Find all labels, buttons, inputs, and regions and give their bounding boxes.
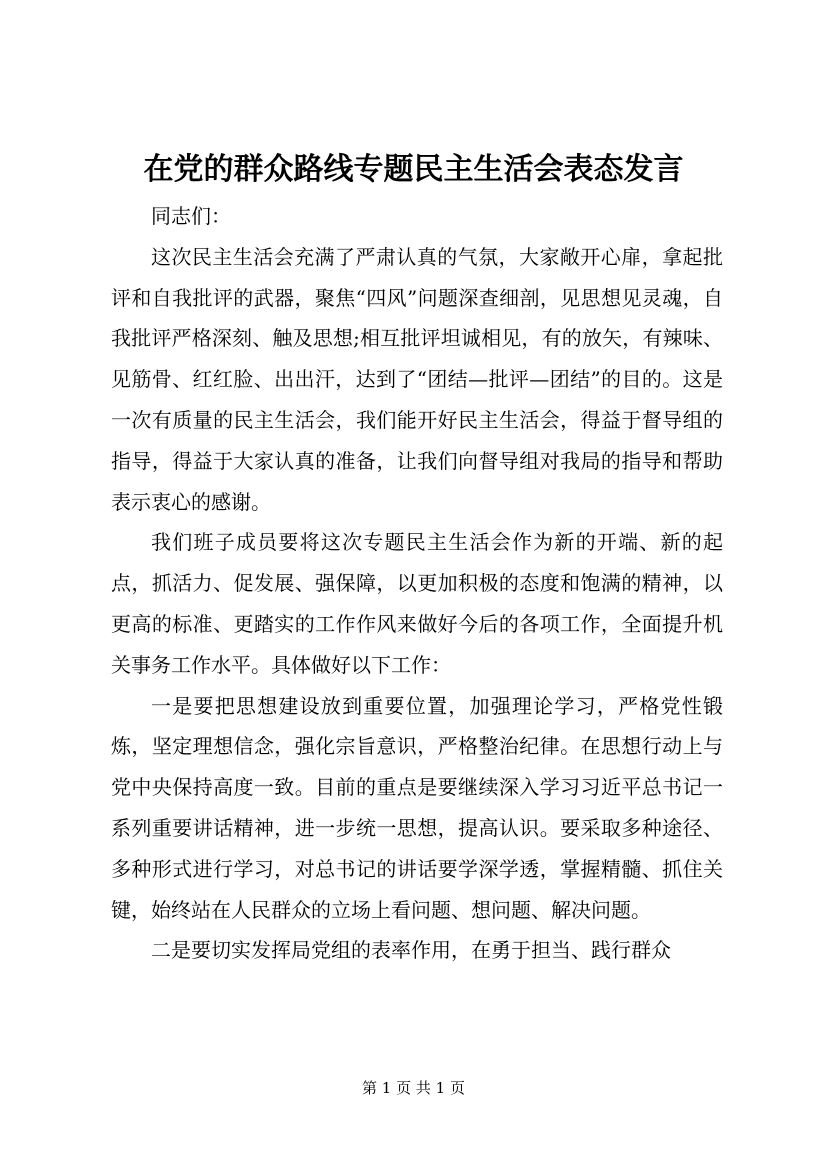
page-footer: 第 1 页 共 1 页: [362, 1079, 465, 1097]
salutation: 同志们：: [151, 204, 231, 228]
paragraph-2: 我们班子成员要将这次专题民主生活会作为新的开端、新的起点，抓活力、促发展、强保障，以更加积极的态度和饱满的精神，以更高的标准、更踏实的工作作风来做好今后的各项工作，全面提升机关事务工作水平。具体做好以下工作：: [111, 530, 723, 677]
document-body: [111, 196, 723, 971]
paragraph-3: 一是要把思想建设放到重要位置，加强理论学习，严格党性锻炼，坚定理想信念，强化宗旨意识，严格整治纪律。在思想行动上与党中央保持高度一致。目前的重点是要继续深入学习习近平总书记一系列重要讲话精神，进一步统一思想，提高认识。要采取多种途径、多种形式进行学习，对总书记的讲话要学深学透，掌握精髓、抓住关键，始终站在人民群众的立场上看问题、想问题、解决问题。: [111, 693, 723, 922]
paragraph-1: 这次民主生活会充满了严肃认真的气氛，大家敞开心扉，拿起批评和自我批评的武器，聚焦“四风”问题深查细剖，见思想见灵魂，自我批评严格深刻、触及思想;相互批评坦诚相见，有的放矢，有辣味、见筋骨、红红脸、出出汗，达到了“团结—批评—团结”的目的。这是一次有质量的民主生活会，我们能开好民主生活会，得益于督导组的指导，得益于大家认真的准备，让我们向督导组对我局的指导和帮助表示衷心的感谢。: [111, 244, 723, 514]
document-title: 在党的群众路线专题民主生活会表态发言: [143, 152, 684, 187]
paragraph-4: 二是要切实发挥局党组的表率作用，在勇于担当、践行群众: [151, 938, 671, 963]
